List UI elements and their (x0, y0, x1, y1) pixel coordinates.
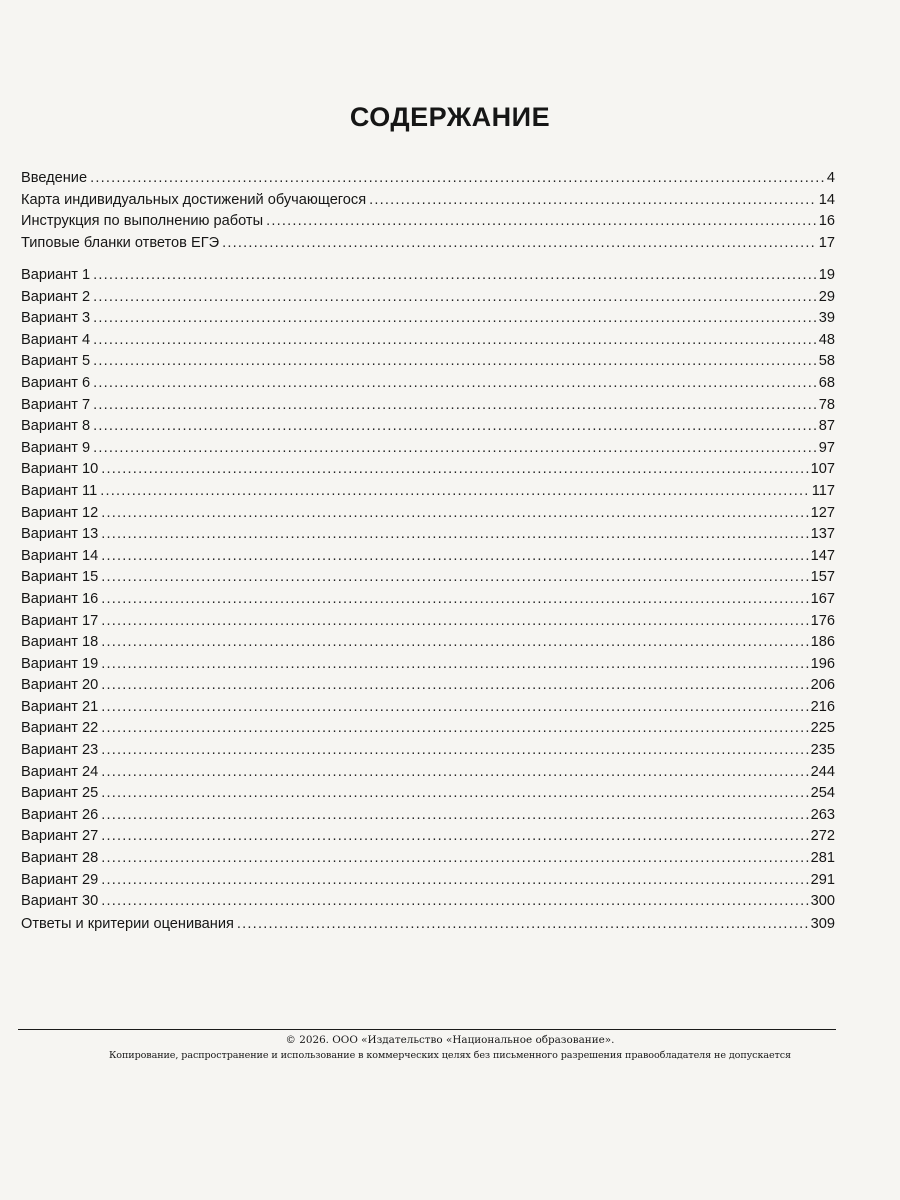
toc-entry-variant-17 (21, 611, 835, 633)
toc-entry-label: Вариант 11 (21, 482, 98, 499)
toc-dot-leader (101, 826, 808, 848)
toc-entry-label: Вариант 18 (21, 634, 99, 651)
footer-copyright: © 2026. ООО «Издательство «Национальное образование». (285, 1034, 615, 1046)
toc-entry-page: 300 (810, 893, 835, 910)
toc-entry-label: Вариант 27 (21, 828, 99, 845)
toc-entry-variant-23 (21, 740, 835, 762)
toc-entry-variant-8 (21, 416, 835, 438)
toc-entry-variant-2 (21, 287, 835, 309)
toc-dot-leader (101, 632, 808, 654)
toc-entry-label: Вариант 2 (21, 288, 91, 305)
toc-entry-page: 147 (810, 547, 835, 564)
toc-entry-intro-4 (21, 233, 835, 255)
toc-entry-label: Инструкция по выполнению работы (21, 213, 264, 230)
toc-entry-label: Вариант 8 (21, 418, 91, 435)
toc-dot-leader (101, 891, 808, 913)
toc-entry-page: 176 (810, 612, 835, 629)
toc-dot-leader (101, 503, 808, 525)
toc-dot-leader (101, 675, 808, 697)
toc-dot-leader (101, 783, 808, 805)
toc-entry-label: Типовые бланки ответов ЕГЭ (21, 234, 220, 251)
toc-dot-leader (101, 459, 808, 481)
toc-dot-leader (101, 524, 808, 546)
toc-dot-leader (93, 330, 817, 352)
toc-dot-leader (93, 373, 817, 395)
toc-entry-label: Вариант 30 (21, 893, 99, 910)
toc-dot-leader (101, 697, 808, 719)
toc-entry-variant-6 (21, 373, 835, 395)
toc-entry-variant-19 (21, 654, 835, 676)
toc-entry-page: 97 (818, 439, 835, 456)
toc-entry-label: Вариант 20 (21, 677, 99, 694)
toc-dot-leader (93, 308, 817, 330)
toc-entry-label: Вариант 17 (21, 612, 99, 629)
toc-entry-variant-18 (21, 632, 835, 654)
toc-dot-leader (101, 740, 808, 762)
toc-entry-variant-4 (21, 330, 835, 352)
toc-dot-leader (93, 416, 817, 438)
toc-entry-label: Вариант 29 (21, 871, 99, 888)
toc-entry-page: 4 (826, 170, 835, 186)
toc-entry-variant-1 (21, 265, 835, 287)
toc-entry-page: 78 (818, 396, 835, 413)
toc-entry-page: 263 (810, 806, 835, 823)
toc-entry-page: 58 (818, 353, 835, 370)
toc-entry-page: 87 (818, 418, 835, 435)
toc-entry-label: Вариант 26 (21, 806, 99, 823)
toc-entry-label: Вариант 25 (21, 785, 99, 802)
toc-entry-variant-27 (21, 826, 835, 848)
toc-dot-leader (101, 611, 808, 633)
toc-dot-leader (101, 589, 808, 611)
toc-entry-label: Вариант 10 (21, 461, 99, 478)
toc-entry-page: 309 (810, 916, 835, 932)
toc-entry-label: Вариант 1 (21, 267, 91, 283)
toc-entry-variant-28 (21, 848, 835, 870)
toc-dot-leader (93, 395, 817, 417)
toc-entry-page: 14 (818, 191, 835, 208)
toc-dot-leader (100, 481, 810, 503)
toc-entry-intro-1 (21, 168, 835, 190)
toc-entry-page: 272 (810, 828, 835, 845)
toc-entry-page: 39 (818, 310, 835, 327)
toc-dot-leader (101, 848, 808, 870)
toc-entry-variant-11 (21, 481, 835, 503)
toc-dot-leader (222, 233, 817, 255)
toc-dot-leader (93, 287, 817, 309)
toc-entry-label: Карта индивидуальных достижений обучающегося (21, 191, 367, 208)
toc-entry-variant-30 (21, 891, 835, 913)
toc-entry-page: 48 (818, 331, 835, 348)
toc-entry-label: Вариант 19 (21, 655, 99, 672)
toc-entry-page: 216 (810, 698, 835, 715)
toc-dot-leader (101, 546, 808, 568)
toc-entry-variant-24 (21, 762, 835, 784)
toc-entry-page: 137 (810, 526, 835, 543)
toc-entry-intro-3 (21, 211, 835, 233)
toc-entry-page: 157 (810, 569, 835, 586)
toc-intro-section (21, 168, 835, 254)
toc-entry-page: 107 (810, 461, 835, 478)
toc-entry-page: 244 (810, 763, 835, 780)
footer-notice: Копирование, распространение и использование в коммерческих целях без письменного разрешения правообладателя не допускается (108, 1050, 791, 1061)
toc-entry-variant-26 (21, 805, 835, 827)
toc-entry-label: Вариант 14 (21, 547, 99, 564)
toc-dot-leader (101, 567, 808, 589)
toc-entry-label: Вариант 9 (21, 439, 91, 456)
toc-entry-page: 127 (810, 504, 835, 521)
toc-entry-label: Вариант 13 (21, 526, 99, 543)
toc-entry-label: Вариант 23 (21, 742, 99, 759)
toc-entry-page: 167 (810, 590, 835, 607)
toc-dot-leader (101, 718, 808, 740)
toc-entry-variant-21 (21, 697, 835, 719)
toc-dot-leader (93, 438, 817, 460)
toc-dot-leader (369, 190, 817, 212)
toc-entry-label: Ответы и критерии оценивания (21, 916, 234, 932)
toc-entry-page: 17 (818, 234, 835, 251)
toc-entry-page: 29 (818, 288, 835, 305)
toc-entry-variant-29 (21, 870, 835, 892)
toc-entry-variant-15 (21, 567, 835, 589)
toc-entry-page: 117 (811, 482, 835, 499)
toc-entry-label: Вариант 6 (21, 374, 91, 391)
toc-entry-variant-5 (21, 351, 835, 373)
toc-answers-section (21, 914, 835, 936)
toc-dot-leader (93, 265, 817, 287)
toc-entry-answers (21, 914, 835, 936)
toc-entry-label: Введение (21, 170, 88, 186)
toc-entry-variant-10 (21, 459, 835, 481)
toc-dot-leader (237, 914, 809, 936)
toc-entry-page: 225 (810, 720, 835, 737)
toc-entry-page: 196 (810, 655, 835, 672)
toc-entry-page: 281 (810, 850, 835, 867)
toc-dot-leader (90, 168, 825, 190)
toc-entry-page: 186 (810, 634, 835, 651)
page-title: СОДЕРЖАНИЕ (349, 102, 551, 132)
toc-entry-label: Вариант 24 (21, 763, 99, 780)
toc-dot-leader (101, 654, 808, 676)
toc-entry-label: Вариант 12 (21, 504, 99, 521)
toc-dot-leader (101, 762, 808, 784)
toc-entry-page: 19 (818, 267, 835, 283)
toc-entry-page: 206 (810, 677, 835, 694)
toc-entry-label: Вариант 7 (21, 396, 91, 413)
toc-entry-label: Вариант 15 (21, 569, 99, 586)
toc-entry-label: Вариант 22 (21, 720, 99, 737)
toc-entry-page: 254 (810, 785, 835, 802)
toc-entry-label: Вариант 3 (21, 310, 91, 327)
toc-entry-variant-14 (21, 546, 835, 568)
toc-entry-page: 68 (818, 374, 835, 391)
toc-entry-page: 291 (810, 871, 835, 888)
toc-entry-variant-7 (21, 395, 835, 417)
toc-entry-label: Вариант 21 (21, 698, 99, 715)
toc-entry-variant-13 (21, 524, 835, 546)
toc-entry-variant-16 (21, 589, 835, 611)
footer-divider (18, 1029, 836, 1030)
toc-entry-label: Вариант 5 (21, 353, 91, 370)
toc-entry-page: 16 (818, 213, 835, 230)
toc-dot-leader (266, 211, 817, 233)
toc-entry-variant-12 (21, 503, 835, 525)
toc-dot-leader (101, 870, 808, 892)
toc-entry-variant-22 (21, 718, 835, 740)
toc-entry-intro-2 (21, 190, 835, 212)
toc-entry-variant-9 (21, 438, 835, 460)
toc-dot-leader (101, 805, 808, 827)
toc-entry-variant-20 (21, 675, 835, 697)
toc-entry-label: Вариант 16 (21, 590, 99, 607)
toc-entry-variant-25 (21, 783, 835, 805)
toc-entry-page: 235 (810, 742, 835, 759)
toc-entry-label: Вариант 28 (21, 850, 99, 867)
toc-entry-variant-3 (21, 308, 835, 330)
toc-variants-section (21, 265, 835, 913)
toc-dot-leader (93, 351, 817, 373)
toc-entry-label: Вариант 4 (21, 331, 91, 348)
